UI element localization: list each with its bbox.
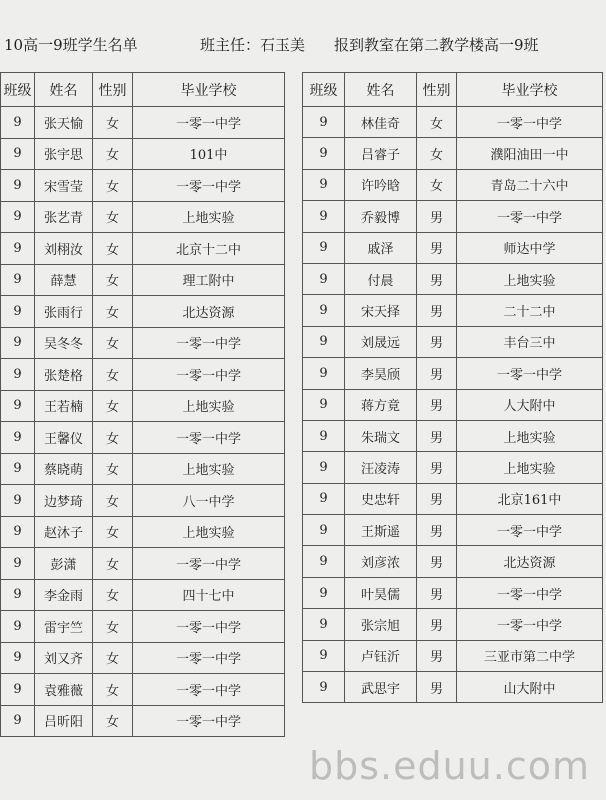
school-cell: 一零一中学 bbox=[133, 359, 285, 391]
class-cell: 9 bbox=[1, 453, 35, 485]
table-row bbox=[303, 295, 603, 326]
column-header-name: 姓名 bbox=[345, 73, 417, 107]
gender-cell: 女 bbox=[93, 642, 133, 674]
table-row bbox=[1, 264, 285, 296]
class-cell: 9 bbox=[303, 546, 345, 577]
column-header-gender: 性别 bbox=[417, 73, 457, 107]
gender-cell: 男 bbox=[417, 326, 457, 357]
table-row bbox=[1, 201, 285, 233]
site-watermark: bbs.eduu.com bbox=[308, 744, 590, 788]
school-cell: 师达中学 bbox=[457, 232, 603, 263]
class-cell: 9 bbox=[1, 579, 35, 611]
student-table-left bbox=[0, 72, 285, 737]
class-cell: 9 bbox=[1, 359, 35, 391]
table-row bbox=[303, 515, 603, 546]
school-cell: 三亚市第二中学 bbox=[457, 640, 603, 671]
gender-cell: 女 bbox=[417, 138, 457, 169]
gender-cell: 女 bbox=[93, 485, 133, 517]
gender-cell: 男 bbox=[417, 201, 457, 232]
class-cell: 9 bbox=[303, 169, 345, 200]
gender-cell: 男 bbox=[417, 577, 457, 608]
table-row bbox=[303, 546, 603, 577]
table-row bbox=[1, 359, 285, 391]
gender-cell: 男 bbox=[417, 672, 457, 703]
school-cell: 一零一中学 bbox=[133, 642, 285, 674]
school-cell: 一零一中学 bbox=[133, 107, 285, 139]
gender-cell: 男 bbox=[417, 515, 457, 546]
name-cell: 蒋方竟 bbox=[345, 389, 417, 420]
table-row bbox=[1, 642, 285, 674]
table-row bbox=[303, 420, 603, 451]
school-cell: 一零一中学 bbox=[133, 327, 285, 359]
school-cell: 一零一中学 bbox=[457, 358, 603, 389]
school-cell: 上地实验 bbox=[133, 201, 285, 233]
name-cell: 王馨仪 bbox=[35, 422, 93, 454]
gender-cell: 男 bbox=[417, 389, 457, 420]
table-row bbox=[1, 296, 285, 328]
table-row bbox=[303, 263, 603, 294]
school-cell: 一零一中学 bbox=[457, 201, 603, 232]
class-cell: 9 bbox=[303, 201, 345, 232]
gender-cell: 女 bbox=[93, 516, 133, 548]
school-cell: 一零一中学 bbox=[457, 515, 603, 546]
gender-cell: 女 bbox=[93, 422, 133, 454]
school-cell: 濮阳油田一中 bbox=[457, 138, 603, 169]
name-cell: 彭潇 bbox=[35, 548, 93, 580]
name-cell: 薛慧 bbox=[35, 264, 93, 296]
table-row bbox=[1, 390, 285, 422]
school-cell: 二十二中 bbox=[457, 295, 603, 326]
gender-cell: 男 bbox=[417, 420, 457, 451]
name-cell: 林佳奇 bbox=[345, 107, 417, 138]
class-cell: 9 bbox=[1, 390, 35, 422]
table-row bbox=[303, 389, 603, 420]
table-row bbox=[1, 579, 285, 611]
class-cell: 9 bbox=[1, 107, 35, 139]
school-cell: 一零一中学 bbox=[133, 548, 285, 580]
table-row bbox=[303, 358, 603, 389]
school-cell: 一零一中学 bbox=[457, 107, 603, 138]
gender-cell: 男 bbox=[417, 546, 457, 577]
class-cell: 9 bbox=[303, 389, 345, 420]
name-cell: 刘又齐 bbox=[35, 642, 93, 674]
homeroom-teacher: 班主任：石玉美 bbox=[200, 36, 306, 54]
name-cell: 史忠轩 bbox=[345, 483, 417, 514]
school-cell: 山大附中 bbox=[457, 672, 603, 703]
gender-cell: 女 bbox=[93, 201, 133, 233]
class-cell: 9 bbox=[1, 264, 35, 296]
class-cell: 9 bbox=[1, 705, 35, 737]
class-cell: 9 bbox=[1, 296, 35, 328]
class-cell: 9 bbox=[303, 483, 345, 514]
name-cell: 刘晟远 bbox=[345, 326, 417, 357]
name-cell: 张楚格 bbox=[35, 359, 93, 391]
column-header-name: 姓名 bbox=[35, 73, 93, 107]
table-row bbox=[1, 705, 285, 737]
class-cell: 9 bbox=[1, 548, 35, 580]
name-cell: 边梦琦 bbox=[35, 485, 93, 517]
name-cell: 朱瑞文 bbox=[345, 420, 417, 451]
class-cell: 9 bbox=[1, 516, 35, 548]
gender-cell: 女 bbox=[93, 264, 133, 296]
name-cell: 宋雪莹 bbox=[35, 170, 93, 202]
gender-cell: 男 bbox=[417, 263, 457, 294]
school-cell: 上地实验 bbox=[457, 452, 603, 483]
school-cell: 丰台三中 bbox=[457, 326, 603, 357]
gender-cell: 男 bbox=[417, 483, 457, 514]
table-row bbox=[1, 138, 285, 170]
table-header-row bbox=[303, 73, 603, 107]
school-cell: 上地实验 bbox=[133, 516, 285, 548]
school-cell: 上地实验 bbox=[457, 263, 603, 294]
column-header-gender: 性别 bbox=[93, 73, 133, 107]
class-cell: 9 bbox=[1, 674, 35, 706]
gender-cell: 女 bbox=[417, 107, 457, 138]
school-cell: 一零一中学 bbox=[133, 705, 285, 737]
table-row bbox=[303, 107, 603, 138]
school-cell: 一零一中学 bbox=[133, 422, 285, 454]
name-cell: 戚泽 bbox=[345, 232, 417, 263]
name-cell: 张雨行 bbox=[35, 296, 93, 328]
class-cell: 9 bbox=[1, 422, 35, 454]
school-cell: 上地实验 bbox=[133, 453, 285, 485]
class-cell: 9 bbox=[303, 295, 345, 326]
gender-cell: 男 bbox=[417, 295, 457, 326]
class-cell: 9 bbox=[1, 170, 35, 202]
gender-cell: 女 bbox=[93, 359, 133, 391]
table-row bbox=[303, 232, 603, 263]
class-cell: 9 bbox=[1, 233, 35, 265]
school-cell: 青岛二十六中 bbox=[457, 169, 603, 200]
school-cell: 人大附中 bbox=[457, 389, 603, 420]
table-row bbox=[1, 611, 285, 643]
name-cell: 叶昊儒 bbox=[345, 577, 417, 608]
class-cell: 9 bbox=[1, 201, 35, 233]
class-cell: 9 bbox=[303, 107, 345, 138]
school-cell: 一零一中学 bbox=[133, 611, 285, 643]
name-cell: 刘栩汝 bbox=[35, 233, 93, 265]
table-row bbox=[1, 548, 285, 580]
class-cell: 9 bbox=[303, 672, 345, 703]
school-cell: 北京十二中 bbox=[133, 233, 285, 265]
gender-cell: 女 bbox=[93, 327, 133, 359]
school-cell: 上地实验 bbox=[457, 420, 603, 451]
gender-cell: 男 bbox=[417, 452, 457, 483]
table-row bbox=[1, 327, 285, 359]
school-cell: 北京161中 bbox=[457, 483, 603, 514]
school-cell: 四十七中 bbox=[133, 579, 285, 611]
name-cell: 王若楠 bbox=[35, 390, 93, 422]
gender-cell: 女 bbox=[93, 611, 133, 643]
name-cell: 蔡晓萌 bbox=[35, 453, 93, 485]
name-cell: 武思宇 bbox=[345, 672, 417, 703]
column-header-class: 班级 bbox=[303, 73, 345, 107]
class-cell: 9 bbox=[303, 263, 345, 294]
class-cell: 9 bbox=[303, 577, 345, 608]
table-row bbox=[1, 516, 285, 548]
table-row bbox=[1, 453, 285, 485]
name-cell: 赵沐子 bbox=[35, 516, 93, 548]
class-cell: 9 bbox=[1, 485, 35, 517]
table-row bbox=[303, 483, 603, 514]
column-header-school: 毕业学校 bbox=[133, 73, 285, 107]
school-cell: 上地实验 bbox=[133, 390, 285, 422]
name-cell: 张宗旭 bbox=[345, 609, 417, 640]
page-title: 10高一9班学生名单 bbox=[4, 36, 138, 54]
name-cell: 张宇思 bbox=[35, 138, 93, 170]
name-cell: 李金雨 bbox=[35, 579, 93, 611]
column-header-school: 毕业学校 bbox=[457, 73, 603, 107]
report-location: 报到教室在第二教学楼高一9班 bbox=[334, 36, 539, 54]
school-cell: 北达资源 bbox=[133, 296, 285, 328]
table-row bbox=[1, 485, 285, 517]
school-cell: 一零一中学 bbox=[457, 609, 603, 640]
school-cell: 一零一中学 bbox=[457, 577, 603, 608]
name-cell: 吕昕阳 bbox=[35, 705, 93, 737]
gender-cell: 女 bbox=[93, 296, 133, 328]
class-cell: 9 bbox=[1, 642, 35, 674]
gender-cell: 女 bbox=[93, 579, 133, 611]
column-header-class: 班级 bbox=[1, 73, 35, 107]
gender-cell: 男 bbox=[417, 358, 457, 389]
student-table-right bbox=[302, 72, 603, 703]
table-row bbox=[303, 577, 603, 608]
gender-cell: 女 bbox=[93, 170, 133, 202]
gender-cell: 女 bbox=[93, 138, 133, 170]
school-cell: 一零一中学 bbox=[133, 674, 285, 706]
gender-cell: 男 bbox=[417, 640, 457, 671]
school-cell: 北达资源 bbox=[457, 546, 603, 577]
school-cell: 理工附中 bbox=[133, 264, 285, 296]
table-row bbox=[1, 233, 285, 265]
class-cell: 9 bbox=[1, 327, 35, 359]
name-cell: 卢钰沂 bbox=[345, 640, 417, 671]
name-cell: 张天愉 bbox=[35, 107, 93, 139]
name-cell: 许吟晗 bbox=[345, 169, 417, 200]
class-cell: 9 bbox=[303, 358, 345, 389]
table-row bbox=[303, 640, 603, 671]
table-row bbox=[1, 107, 285, 139]
name-cell: 汪凌涛 bbox=[345, 452, 417, 483]
class-cell: 9 bbox=[303, 232, 345, 263]
gender-cell: 女 bbox=[93, 705, 133, 737]
table-row bbox=[1, 422, 285, 454]
class-cell: 9 bbox=[303, 609, 345, 640]
gender-cell: 女 bbox=[93, 453, 133, 485]
name-cell: 雷宇竺 bbox=[35, 611, 93, 643]
table-row bbox=[303, 609, 603, 640]
name-cell: 吕睿子 bbox=[345, 138, 417, 169]
gender-cell: 女 bbox=[93, 548, 133, 580]
name-cell: 王斯遥 bbox=[345, 515, 417, 546]
class-cell: 9 bbox=[1, 611, 35, 643]
school-cell: 一零一中学 bbox=[133, 170, 285, 202]
class-cell: 9 bbox=[1, 138, 35, 170]
table-header-row bbox=[1, 73, 285, 107]
class-cell: 9 bbox=[303, 640, 345, 671]
name-cell: 刘彦浓 bbox=[345, 546, 417, 577]
gender-cell: 男 bbox=[417, 609, 457, 640]
school-cell: 八一中学 bbox=[133, 485, 285, 517]
table-row bbox=[303, 326, 603, 357]
school-cell: 101中 bbox=[133, 138, 285, 170]
class-cell: 9 bbox=[303, 515, 345, 546]
table-row bbox=[303, 452, 603, 483]
name-cell: 宋天择 bbox=[345, 295, 417, 326]
gender-cell: 女 bbox=[93, 390, 133, 422]
gender-cell: 女 bbox=[93, 233, 133, 265]
class-cell: 9 bbox=[303, 138, 345, 169]
table-row bbox=[1, 674, 285, 706]
gender-cell: 女 bbox=[417, 169, 457, 200]
name-cell: 付晨 bbox=[345, 263, 417, 294]
class-cell: 9 bbox=[303, 420, 345, 451]
class-cell: 9 bbox=[303, 326, 345, 357]
name-cell: 乔毅博 bbox=[345, 201, 417, 232]
class-cell: 9 bbox=[303, 452, 345, 483]
table-row bbox=[303, 201, 603, 232]
name-cell: 袁雅薇 bbox=[35, 674, 93, 706]
table-row bbox=[303, 169, 603, 200]
table-row bbox=[303, 138, 603, 169]
name-cell: 李昊颀 bbox=[345, 358, 417, 389]
gender-cell: 女 bbox=[93, 674, 133, 706]
gender-cell: 女 bbox=[93, 107, 133, 139]
name-cell: 吴冬冬 bbox=[35, 327, 93, 359]
table-row bbox=[1, 170, 285, 202]
gender-cell: 男 bbox=[417, 232, 457, 263]
table-row bbox=[303, 672, 603, 703]
name-cell: 张艺青 bbox=[35, 201, 93, 233]
